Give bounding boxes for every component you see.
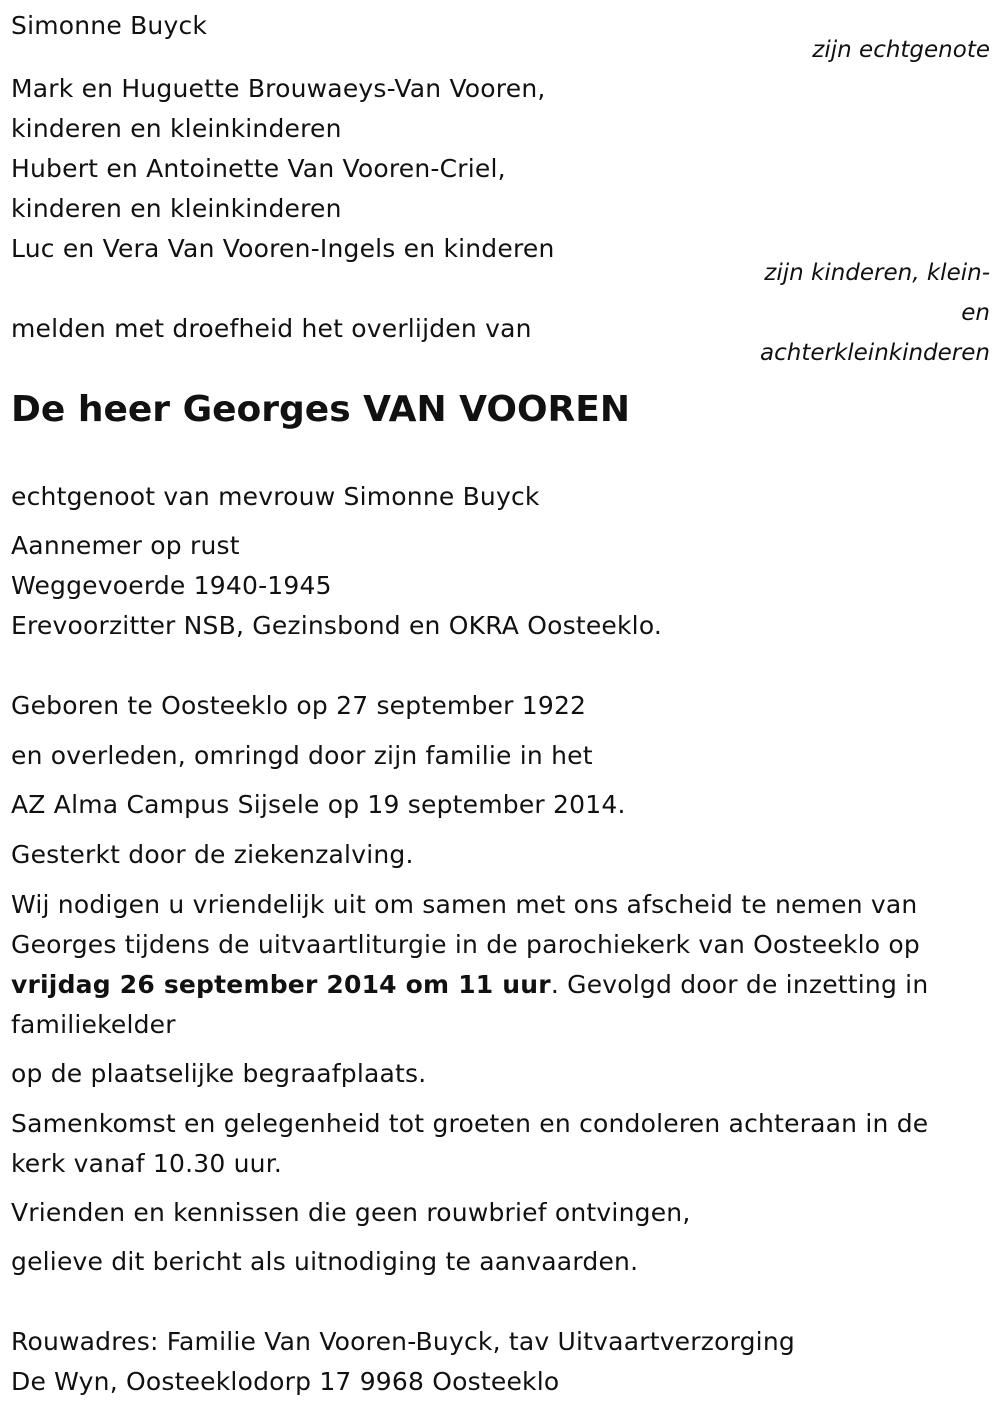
- gathering-paragraph: Samenkomst en gelegenheid tot groeten en condoleren achteraan in de kerk vanaf 10.30 uur.: [11, 1109, 929, 1178]
- friends-line-1: Vrienden en kennissen die geen rouwbrief ontvingen,: [11, 1198, 691, 1227]
- family-role-line-1: zijn kinderen, klein-: [764, 260, 990, 286]
- family-line-1: Mark en Huguette Brouwaeys-Van Vooren,: [11, 74, 546, 103]
- invitation-paragraph: [11, 885, 986, 1045]
- announcement: melden met droefheid het overlijden van: [11, 314, 532, 343]
- born-line: Geboren te Oosteeklo op 27 september 1922: [11, 691, 587, 720]
- invitation-continued: . Gevolgd door de inzetting in familiekelder: [11, 970, 929, 1039]
- died-line-1: en overleden, omringd door zijn familie in het: [11, 741, 593, 770]
- deceased-name: De heer Georges VAN VOOREN: [11, 389, 630, 430]
- family-line-2: kinderen en kleinkinderen: [11, 114, 342, 143]
- friends-line-2: gelieve dit bericht als uitnodiging te aanvaarden.: [11, 1247, 639, 1276]
- invitation-text: Wij nodigen u vriendelijk uit om samen met ons afscheid te nemen van Georges tijdens de uitvaartliturgie in de parochiekerk van Oosteeklo op: [11, 890, 920, 959]
- funeral-date: vrijdag 26 september 2014 om 11 uur: [11, 970, 551, 999]
- sacrament-line: Gesterkt door de ziekenzalving.: [11, 840, 414, 869]
- address-line-2: De Wyn, Oosteeklodorp 17 9968 Oosteeklo: [11, 1367, 560, 1396]
- family-line-3: Hubert en Antoinette Van Vooren-Criel,: [11, 154, 506, 183]
- family-line-5: Luc en Vera Van Vooren-Ingels en kinderen: [11, 234, 555, 263]
- spouse-name: Simonne Buyck: [11, 11, 208, 40]
- title-line-3: Erevoorzitter NSB, Gezinsbond en OKRA Oosteeklo.: [11, 611, 663, 640]
- family-role-line-2: en: [961, 300, 990, 326]
- family-role-line-3: achterkleinkinderen: [760, 340, 990, 366]
- title-line-1: Aannemer op rust: [11, 531, 240, 560]
- burial-line: op de plaatselijke begraafplaats.: [11, 1059, 427, 1088]
- died-line-2: AZ Alma Campus Sijsele op 19 september 2014.: [11, 790, 626, 819]
- address-line-1: Rouwadres: Familie Van Vooren-Buyck, tav Uitvaartverzorging: [11, 1327, 795, 1356]
- spouse-role: zijn echtgenote: [812, 37, 990, 63]
- title-line-2: Weggevoerde 1940-1945: [11, 571, 332, 600]
- spouse-line: echtgenoot van mevrouw Simonne Buyck: [11, 482, 540, 511]
- family-line-4: kinderen en kleinkinderen: [11, 194, 342, 223]
